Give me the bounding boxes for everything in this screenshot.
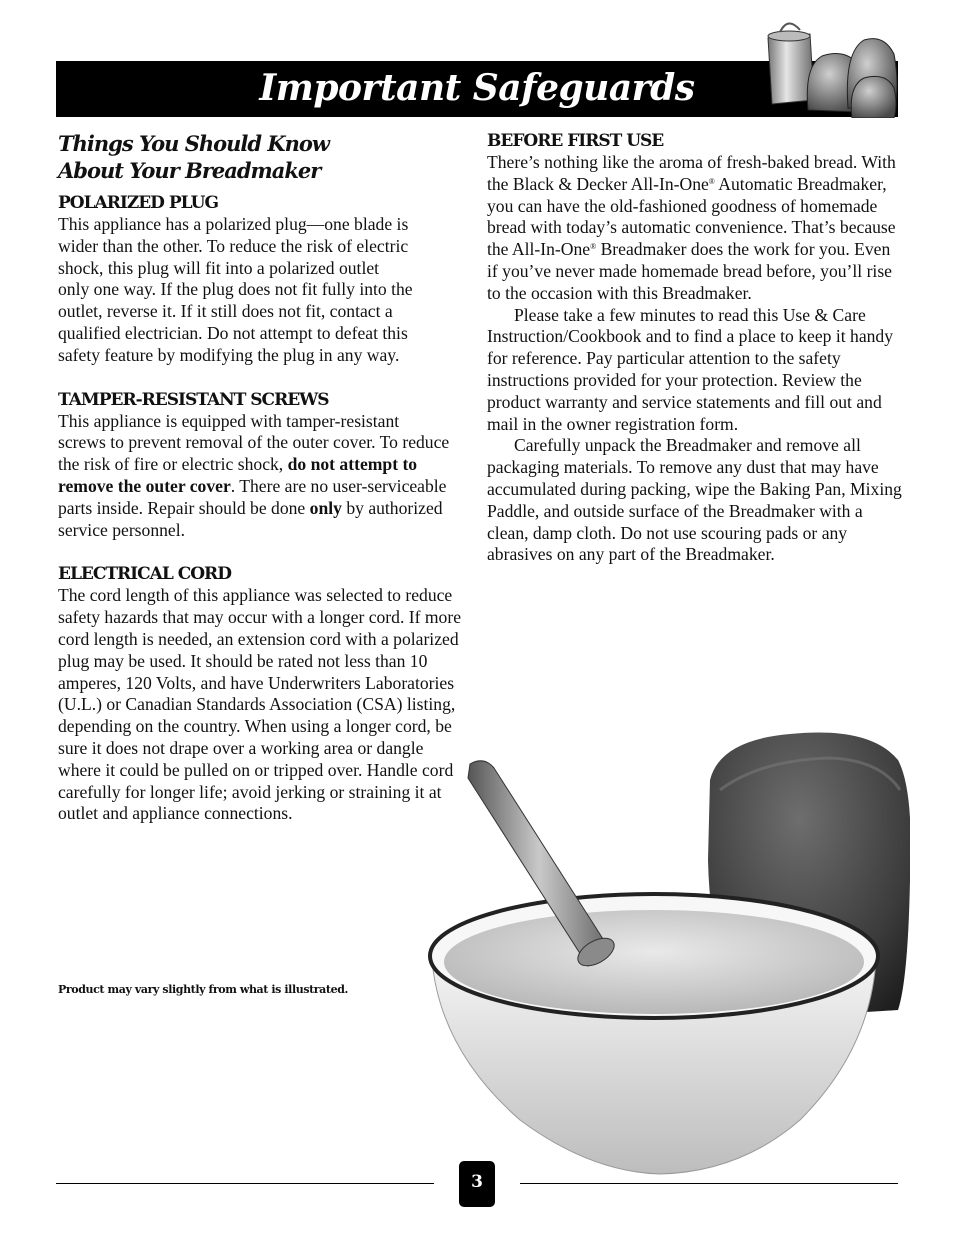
tamper-text-bold-2: only — [309, 497, 342, 518]
electrical-cord-text: The cord length of this appliance was selected to reduce safety hazards that may occur with a longer cord. If more cord length is needed, an extension cord with a polarized plug may be used. It should be rated not less than 10 amperes, 120 Volts, and have Underwriters Laboratories (U.L.) or Canadian Standards Association (CSA) listing, depending on the country. When using a longer cord, be sure it does not drape over a working area or dangle where it could be pulled on or tripped over. Handle cord carefully for longer life; avoid jerking or straining it at outlet and appliance connections. — [58, 585, 462, 824]
tamper-text-bold-1: do not attempt to remove the outer cover — [58, 454, 418, 496]
right-column — [487, 130, 903, 566]
tamper-text-part-2: . There are no user-serviceable parts inside. Repair should be done — [58, 475, 447, 518]
paragraph-1-part-c: Breadmaker does the work for you. Even if you’ve never made homemade bread before, you’ll rise to the occasion with this Breadmaker. — [487, 239, 892, 303]
page-number: 3 — [459, 1161, 495, 1207]
before-first-use-paragraph-1 — [487, 152, 903, 305]
tamper-screws-section — [58, 389, 468, 542]
paragraph-1-part-b: Automatic Breadmaker, you can have the old-fashioned goodness of homemade bread with today’s automatic convenience. That’s because the All-In-One — [487, 173, 896, 260]
polarized-plug-text: This appliance has a polarized plug—one blade is wider than the other. To reduce the risk of electric shock, this plug will fit into a polarized outlet only one way. If the plug does not fit fully into the outlet, reverse it. If it still does not fit, contact a qualified electrician. Do not attempt to defeat this safety feature by modifying the plug in any way. — [58, 214, 413, 365]
registered-mark: ® — [708, 176, 715, 186]
subtitle-line-2: About Your Breadmaker — [58, 158, 321, 183]
section-subtitle — [58, 130, 468, 184]
left-column — [58, 130, 468, 847]
before-first-use-heading: BEFORE FIRST USE — [487, 131, 664, 151]
polarized-plug-heading: POLARIZED PLUG — [58, 193, 218, 213]
tamper-screws-text — [58, 411, 450, 542]
subtitle-line-1: Things You Should Know — [58, 131, 329, 156]
tamper-text-part-3: by authorized service personnel. — [58, 497, 443, 540]
electrical-cord-heading: ELECTRICAL CORD — [58, 564, 231, 585]
product-variance-note: Product may vary slightly from what is illustrated. — [58, 983, 348, 996]
tamper-screws-heading: TAMPER-RESISTANT SCREWS — [58, 389, 329, 410]
footer-rule-left — [56, 1183, 434, 1184]
electrical-cord-section — [58, 563, 468, 825]
footer-rule-right — [520, 1183, 898, 1184]
bread-pan-illustration — [760, 14, 900, 118]
tamper-text-part-1: This appliance is equipped with tamper-resistant screws to prevent removal of the outer cover. To reduce the risk of fire or electric shock, — [58, 410, 450, 475]
before-first-use-paragraph-2: Please take a few minutes to read this Use & Care Instruction/Cookbook and to find a place to keep it handy for reference. Pay particular attention to the safety instructions provided for your protection. Review the product warranty and service statements and fill out and mail in the owner registration form. — [487, 304, 894, 434]
paragraph-1-part-a: There’s nothing like the aroma of fresh-baked bread. With the Black & Decker All-In-One — [487, 152, 896, 194]
polarized-plug-section — [58, 192, 468, 367]
bowl-and-bread-photo — [410, 720, 910, 1190]
page-title: Important Safeguards — [259, 67, 695, 109]
registered-mark: ® — [590, 242, 597, 252]
before-first-use-paragraph-3: Carefully unpack the Breadmaker and remove all packaging materials. To remove any dust that may have accumulated during packing, wipe the Baking Pan, Mixing Paddle, and outside surface of the Breadmaker with a clean, damp cloth. Do not use scouring pads or any abrasives on any part of the Breadmaker. — [487, 435, 902, 565]
